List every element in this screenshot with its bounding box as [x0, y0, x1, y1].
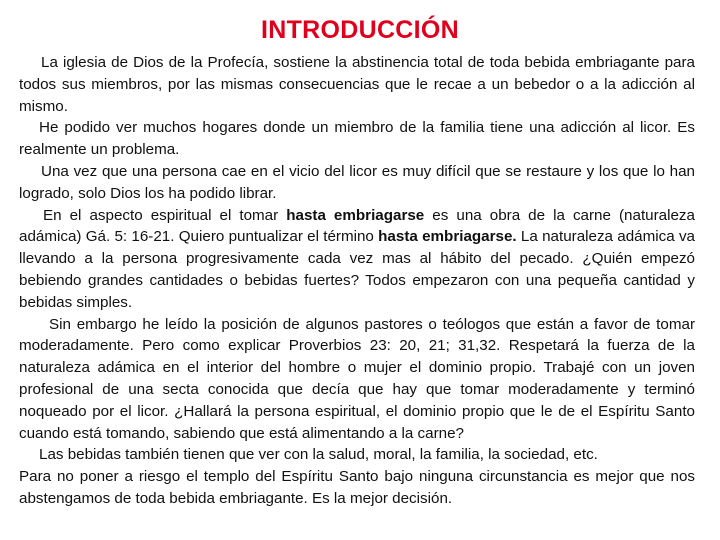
page-title: INTRODUCCIÓN [260, 16, 460, 44]
paragraph-4 [19, 205, 695, 314]
emphasis-hasta-embriagarse-1: hasta embriagarse [286, 206, 425, 224]
paragraph-7: Para no poner a riesgo el templo del Espíritu Santo bajo ninguna circunstancia es mejor que nos abstengamos de toda bebida embriagante. Es la mejor decisión. [19, 468, 695, 507]
paragraph-4-text-d: La naturaleza adámica va llevando a la persona progresivamente cada vez mas al hábito del pecado. ¿Quién empezó bebiendo grandes cantidades o bebidas fuertes? Todos empezaron con una pequeña cantidad y bebidas simples. [19, 228, 695, 311]
paragraph-2: He podido ver muchos hogares donde un miembro de la familia tiene una adicción al licor. Es realmente un problema. [19, 119, 695, 159]
document-body [19, 52, 695, 510]
paragraph-3: Una vez que una persona cae en el vicio del licor es muy difícil que se restaure y los que lo han logrado, solo Dios los ha podido librar. [19, 162, 695, 202]
paragraph-1: La iglesia de Dios de la Profecía, sostiene la abstinencia total de toda bebida embriagante para todos sus miembros, por las mismas consecuencias que le recae a un bebedor o a la adicción al mismo. [19, 54, 695, 115]
paragraph-4-text-a: En el aspecto espiritual el tomar [43, 206, 287, 224]
paragraph-6: Las bebidas también tienen que ver con la salud, moral, la familia, la sociedad, etc. [39, 446, 598, 464]
paragraph-5: Sin embargo he leído la posición de algunos pastores o teólogos que están a favor de tomar moderadamente. Pero como explicar Proverbios 23: 20, 21; 31,32. Respetará la fuerza de la naturaleza adámica en el interior del hombre o mujer el dominio propio. Trabajé con un joven profesional de una secta conocida que decía que hay que tomar moderadamente y terminó noqueado por el licor. ¿Hallará la persona espiritual, el dominio propio que le de el Espíritu Santo cuando está tomando, sabiendo que está alimentando a la carne? [19, 315, 695, 442]
paragraph-4-text-c: es una obra de la carne (naturaleza adámica) Gá. 5: 16-21. Quiero puntualizar el término [19, 206, 695, 246]
emphasis-hasta-embriagarse-2: hasta embriagarse. [378, 228, 517, 246]
